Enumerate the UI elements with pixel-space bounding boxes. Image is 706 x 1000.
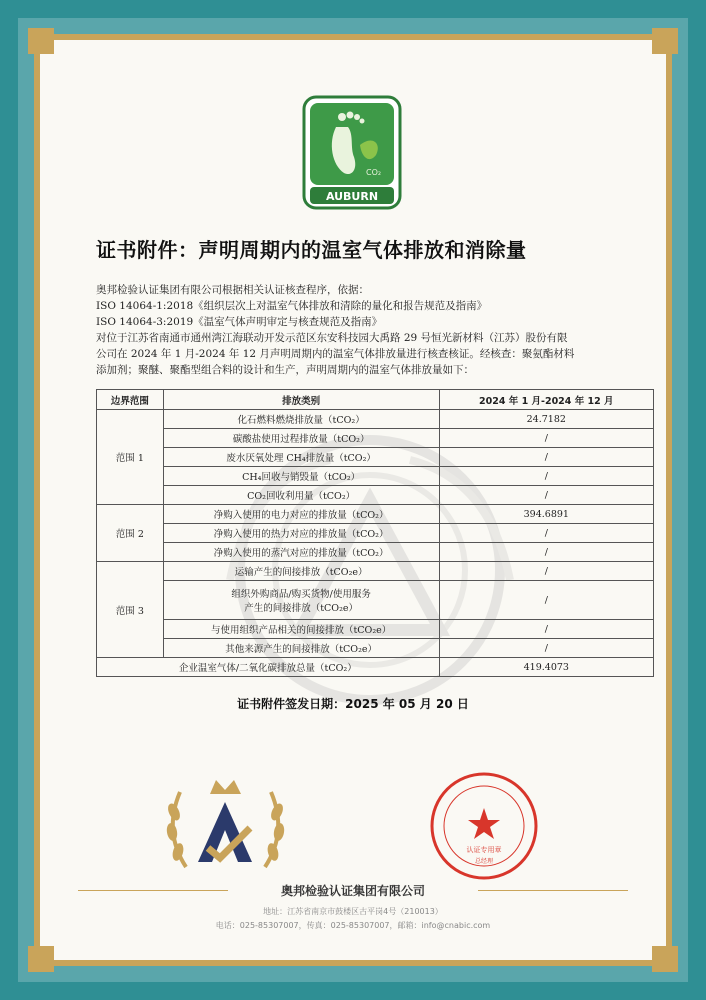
intro-line: ISO 14064-3:2019《温室气体声明审定与核查规范及指南》 xyxy=(96,316,383,328)
table-cell: / xyxy=(439,581,653,620)
header-period: 2024 年 1 月-2024 年 12 月 xyxy=(439,390,653,410)
emissions-table xyxy=(96,389,654,677)
footer-contact: 电话：025-85307007，传真：025-85307007，邮箱：info@cnabic.com xyxy=(215,921,491,930)
table-row xyxy=(97,543,654,562)
table-row xyxy=(97,448,654,467)
crown-icon xyxy=(210,780,241,794)
table-row xyxy=(97,581,654,620)
total-value: 419.4073 xyxy=(439,658,653,677)
star-icon xyxy=(468,808,500,839)
intro-paragraph xyxy=(96,282,656,378)
table-cell: 化石燃料燃烧排放量（tCO₂） xyxy=(163,410,439,429)
table-cell: / xyxy=(439,467,653,486)
table-cell: 碳酸盐使用过程排放量（tCO₂） xyxy=(163,429,439,448)
table-cell: / xyxy=(439,448,653,467)
table-cell: / xyxy=(439,486,653,505)
seal-signature: 总经理 xyxy=(474,858,494,865)
scope2-label: 范围 2 xyxy=(97,505,164,562)
table-cell: / xyxy=(439,562,653,581)
table-cell: 394.6891 xyxy=(439,505,653,524)
co2-label: CO₂ xyxy=(366,168,382,177)
intro-line: 对位于江苏省南通市通州湾江海联动开发示范区东安科技园大禹路 29 号恒光新材料（江苏）股份有限 xyxy=(96,332,568,344)
table-cell-line: 组织外购商品/购买货物/使用服务 xyxy=(231,589,371,600)
table-cell: 与使用组织产品相关的间接排放（tCO₂e） xyxy=(163,620,439,639)
table-row xyxy=(97,410,654,429)
issue-date: 证书附件签发日期：2025 年 05 月 20 日 xyxy=(237,697,469,711)
intro-line: 添加剂；聚醚、聚酯型组合料的设计和生产，声明周期内的温室气体排放量如下： xyxy=(96,364,474,376)
table-row xyxy=(97,467,654,486)
table-cell-line: 产生的间接排放（tCO₂e） xyxy=(244,603,359,614)
intro-line: 奥邦检验认证集团有限公司根据相关认证核查程序，依据： xyxy=(96,284,369,296)
table-header-row xyxy=(97,390,654,410)
table-cell: CH₄回收与销毁量（tCO₂） xyxy=(163,467,439,486)
table-row xyxy=(97,562,654,581)
scope1-label: 范围 1 xyxy=(97,410,164,505)
corner-ornament xyxy=(28,946,54,972)
intro-line: 公司在 2024 年 1 月-2024 年 12 月声明周期内的温室气体排放量进行核查核证。经核查：聚氨酯材料 xyxy=(96,348,575,360)
official-seal xyxy=(428,770,540,882)
intro-line: ISO 14064-1:2018《组织层次上对温室气体排放和清除的量化和报告规范及指南》 xyxy=(96,300,488,312)
table-cell: / xyxy=(439,543,653,562)
header-boundary: 边界范围 xyxy=(97,390,164,410)
page-title: 证书附件：声明周期内的温室气体排放和消除量 xyxy=(96,238,527,262)
table-row xyxy=(97,429,654,448)
table-row xyxy=(97,505,654,524)
table-cell: 净购入使用的热力对应的排放量（tCO₂） xyxy=(163,524,439,543)
table-cell: / xyxy=(439,639,653,658)
scope3-label: 范围 3 xyxy=(97,562,164,658)
auburn-logo xyxy=(302,95,402,210)
table-cell: / xyxy=(439,429,653,448)
header-category: 排放类别 xyxy=(163,390,439,410)
footer-company: 奥邦检验认证集团有限公司 xyxy=(280,884,425,898)
table-row xyxy=(97,639,654,658)
table-row xyxy=(97,620,654,639)
table-cell: / xyxy=(439,620,653,639)
table-cell: 废水厌氧处理 CH₄排放量（tCO₂） xyxy=(163,448,439,467)
table-cell: 其他来源产生的间接排放（tCO₂e） xyxy=(163,639,439,658)
corner-ornament xyxy=(28,28,54,54)
footer-address: 地址：江苏省南京市鼓楼区古平岗4号（210013） xyxy=(263,907,443,916)
table-cell: 运输产生的间接排放（tCO₂e） xyxy=(163,562,439,581)
seal-center-text: 认证专用章 xyxy=(466,846,502,854)
table-row xyxy=(97,486,654,505)
total-label: 企业温室气体/二氧化碳排放总量（tCO₂） xyxy=(97,658,440,677)
logo-text: AUBURN xyxy=(325,190,379,203)
table-cell: CO₂回收利用量（tCO₂） xyxy=(163,486,439,505)
checkmark-a-icon xyxy=(198,802,252,862)
table-cell: 净购入使用的蒸汽对应的排放量（tCO₂） xyxy=(163,543,439,562)
table-cell: / xyxy=(439,524,653,543)
table-row xyxy=(97,524,654,543)
corner-ornament xyxy=(652,28,678,54)
table-cell: 24.7182 xyxy=(439,410,653,429)
table-cell: 净购入使用的电力对应的排放量（tCO₂） xyxy=(163,505,439,524)
corner-ornament xyxy=(652,946,678,972)
total-row xyxy=(97,658,654,677)
table-cell xyxy=(163,581,439,620)
company-emblem xyxy=(158,772,293,882)
